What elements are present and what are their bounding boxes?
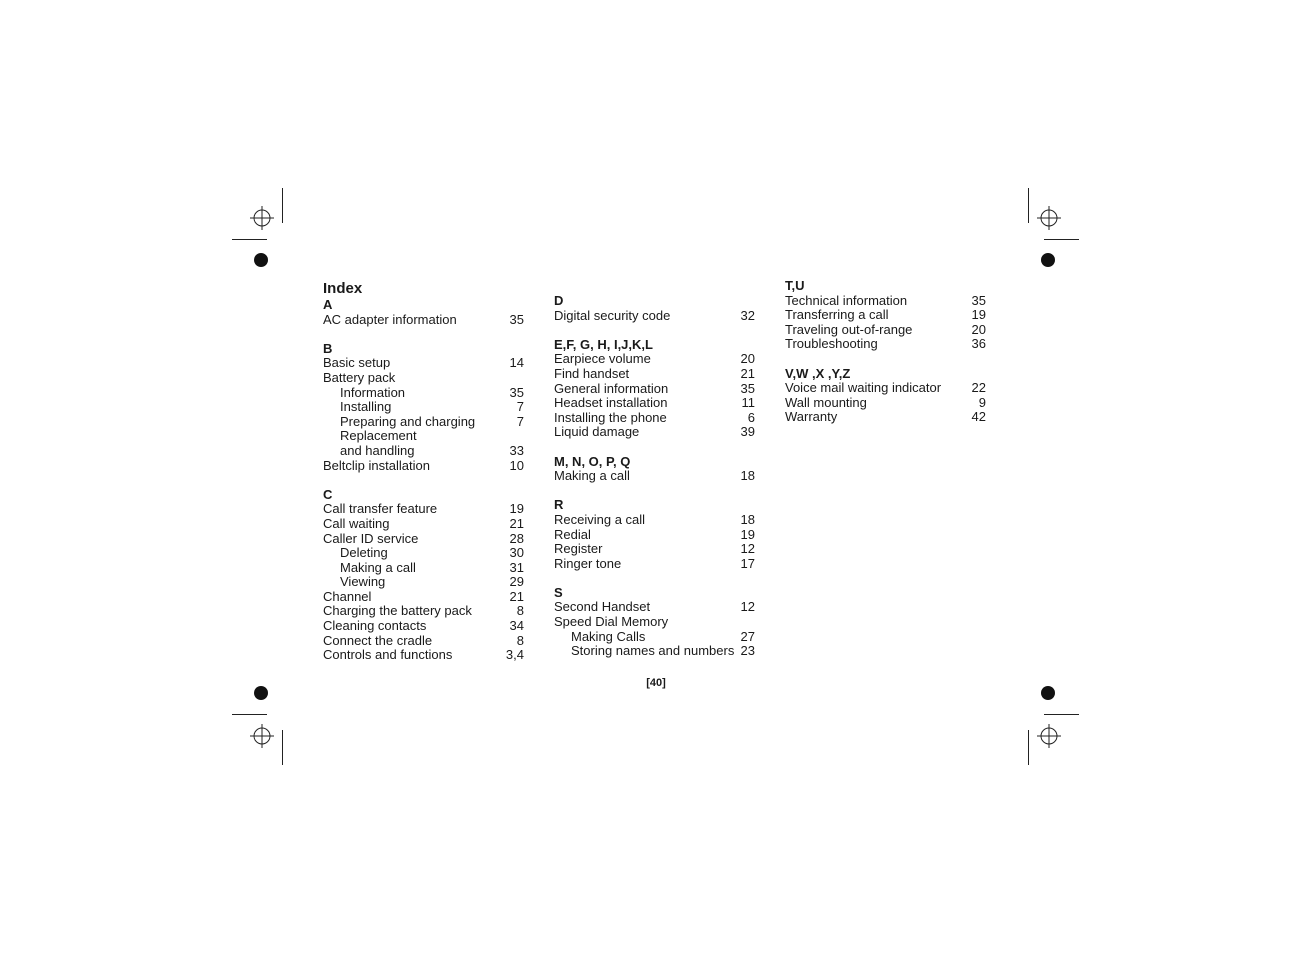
entry-page: 27 (740, 628, 755, 644)
entry-page: 34 (509, 618, 524, 634)
entry-label: Making a call (340, 559, 416, 575)
entry-label: Receiving a call (554, 511, 646, 527)
index-column-2 (554, 294, 755, 659)
entry-label: Earpiece volume (554, 351, 651, 367)
index-entry (554, 309, 755, 324)
index-entry (554, 513, 755, 528)
index-entry (323, 648, 524, 663)
entry-page: 19 (740, 526, 755, 542)
group-letter: A (323, 297, 333, 312)
entry-page: 8 (516, 632, 524, 648)
index-group (554, 498, 755, 571)
index-entry (323, 517, 524, 532)
index-entry (554, 367, 755, 382)
group-letter: M, N, O, P, Q (554, 453, 631, 469)
entry-page: 33 (509, 442, 524, 458)
entry-page: 12 (740, 599, 755, 615)
index-entry (554, 542, 755, 557)
entry-label: Transferring a call (785, 307, 889, 323)
index-entry (323, 604, 524, 619)
registration-crosshair-icon (1037, 724, 1061, 748)
index-entry (785, 381, 986, 396)
group-letter: S (554, 584, 563, 600)
entry-label: Storing names and numbers (571, 643, 735, 659)
entry-label: Charging the battery pack (323, 603, 472, 619)
index-group (323, 488, 524, 663)
entry-label: Ringer tone (554, 555, 622, 571)
entry-label: Redial (554, 526, 591, 542)
entry-label: Technical information (785, 292, 908, 308)
group-letter: B (323, 340, 333, 356)
entry-page: 17 (740, 555, 755, 571)
index-entry (785, 308, 986, 323)
index-entry (785, 323, 986, 338)
entry-page: 14 (509, 355, 524, 371)
entry-page: 39 (740, 424, 755, 440)
entry-label: Voice mail waiting indicator (785, 380, 942, 396)
entry-page: 21 (509, 515, 524, 531)
index-subentry (323, 444, 524, 459)
index-entry (554, 396, 755, 411)
entry-label: Call transfer feature (323, 501, 438, 517)
registration-dot-icon (1041, 253, 1055, 267)
entry-label: Register (554, 541, 603, 557)
index-entry (554, 469, 755, 484)
index-entry (554, 600, 755, 615)
group-letter: T,U (785, 278, 805, 293)
entry-page: 8 (516, 603, 524, 619)
index-entry (323, 634, 524, 649)
index-entry (554, 615, 755, 630)
entry-label: Controls and functions (323, 647, 453, 663)
index-entry (323, 590, 524, 605)
entry-page: 29 (509, 574, 524, 590)
index-entry (323, 532, 524, 547)
entry-page: 21 (509, 588, 524, 604)
crop-line (282, 188, 283, 223)
entry-page: 35 (740, 380, 755, 396)
index-group (323, 298, 524, 327)
index-subentry (554, 644, 755, 659)
index-entry (785, 294, 986, 309)
index-subentry (323, 546, 524, 561)
entry-page: 28 (509, 530, 524, 546)
index-group (554, 338, 755, 440)
entry-label: Basic setup (323, 355, 391, 371)
registration-crosshair-icon (250, 724, 274, 748)
index-group (323, 342, 524, 473)
group-letter: E,F, G, H, I,J,K,L (554, 336, 653, 352)
entry-page: 18 (740, 468, 755, 484)
entry-label: Connect the cradle (323, 632, 433, 648)
index-entry (323, 356, 524, 371)
registration-crosshair-icon (250, 206, 274, 230)
entry-label: Troubleshooting (785, 336, 878, 352)
entry-page: 7 (516, 399, 524, 415)
entry-label: Speed Dial Memory (554, 614, 669, 630)
entry-page: 6 (747, 409, 755, 425)
entry-page: 21 (740, 365, 755, 381)
index-group (554, 455, 755, 484)
entry-label: Channel (323, 588, 372, 604)
entry-page: 19 (971, 307, 986, 323)
page-number: [40] (646, 677, 666, 689)
entry-page: 23 (740, 643, 755, 659)
entry-page: 11 (741, 395, 755, 411)
entry-page: 3,4 (505, 647, 524, 663)
entry-page: 19 (509, 501, 524, 517)
index-entry (554, 382, 755, 397)
entry-label: Find handset (554, 365, 630, 381)
entry-label: Preparing and charging (340, 413, 476, 429)
index-entry (554, 352, 755, 367)
entry-label: Caller ID service (323, 530, 419, 546)
entry-page: 10 (509, 457, 524, 473)
entry-page: 36 (971, 336, 986, 352)
entry-page: 18 (740, 511, 755, 527)
registration-crosshair-icon (1037, 206, 1061, 230)
registration-dot-icon (254, 253, 268, 267)
index-group (554, 294, 755, 323)
entry-label: Cleaning contacts (323, 618, 427, 634)
entry-label: and handling (340, 442, 415, 458)
crop-line (1028, 730, 1029, 765)
entry-label: Warranty (785, 409, 838, 425)
entry-label: Replacement (340, 428, 417, 444)
entry-page: 31 (509, 559, 524, 575)
index-column-3 (785, 279, 986, 425)
crop-line (232, 714, 267, 715)
index-column-1 (323, 280, 524, 663)
index-subentry (323, 386, 524, 401)
index-entry (554, 557, 755, 572)
entry-label: Digital security code (554, 307, 671, 323)
crop-line (1044, 714, 1079, 715)
entry-label: Battery pack (323, 369, 396, 385)
index-entry (785, 337, 986, 352)
index-entry (785, 396, 986, 411)
entry-page: 30 (509, 545, 524, 561)
index-entry (554, 425, 755, 440)
index-subentry (323, 415, 524, 430)
index-subentry (323, 561, 524, 576)
index-subentry (323, 575, 524, 590)
entry-label: Call waiting (323, 515, 390, 531)
crop-line (232, 239, 267, 240)
index-group (785, 279, 986, 352)
group-letter: D (554, 293, 564, 308)
crop-line (282, 730, 283, 765)
index-entry (323, 502, 524, 517)
entry-label: General information (554, 380, 669, 396)
entry-label: Headset installation (554, 395, 668, 411)
entry-page: 9 (978, 394, 986, 410)
entry-label: Installing (340, 399, 392, 415)
entry-label: Second Handset (554, 599, 651, 615)
index-entry (554, 411, 755, 426)
entry-page: 32 (740, 307, 755, 323)
entry-page: 12 (740, 541, 755, 557)
entry-label: Information (340, 384, 406, 400)
entry-label: Liquid damage (554, 424, 640, 440)
entry-label: Beltclip installation (323, 457, 430, 473)
index-entry (554, 528, 755, 543)
entry-label: AC adapter information (323, 311, 457, 327)
entry-label: Viewing (340, 574, 386, 590)
group-letter: V,W ,X ,Y,Z (785, 365, 851, 381)
index-entry (323, 619, 524, 634)
entry-label: Installing the phone (554, 409, 667, 425)
index-entry (323, 371, 524, 386)
entry-label: Traveling out-of-range (785, 321, 913, 337)
entry-page: 42 (971, 409, 986, 425)
page-title: Index (323, 280, 363, 297)
entry-page: 20 (740, 351, 755, 367)
entry-label: Deleting (340, 545, 388, 561)
entry-label: Wall mounting (785, 394, 867, 410)
group-letter: R (554, 497, 564, 513)
index-subentry (323, 429, 524, 444)
index-entry (323, 313, 524, 328)
entry-page: 35 (509, 311, 524, 327)
index-group (554, 586, 755, 659)
entry-label: Making Calls (571, 628, 646, 644)
index-subentry (554, 630, 755, 645)
entry-page: 35 (971, 292, 986, 308)
group-letter: C (323, 486, 333, 502)
entry-page: 7 (516, 413, 524, 429)
crop-line (1028, 188, 1029, 223)
crop-line (1044, 239, 1079, 240)
entry-label: Making a call (554, 468, 630, 484)
index-group (785, 367, 986, 425)
entry-page: 20 (971, 321, 986, 337)
index-entry (323, 459, 524, 474)
index-subentry (323, 400, 524, 415)
entry-page: 22 (971, 380, 986, 396)
index-entry (785, 410, 986, 425)
entry-page: 35 (509, 384, 524, 400)
